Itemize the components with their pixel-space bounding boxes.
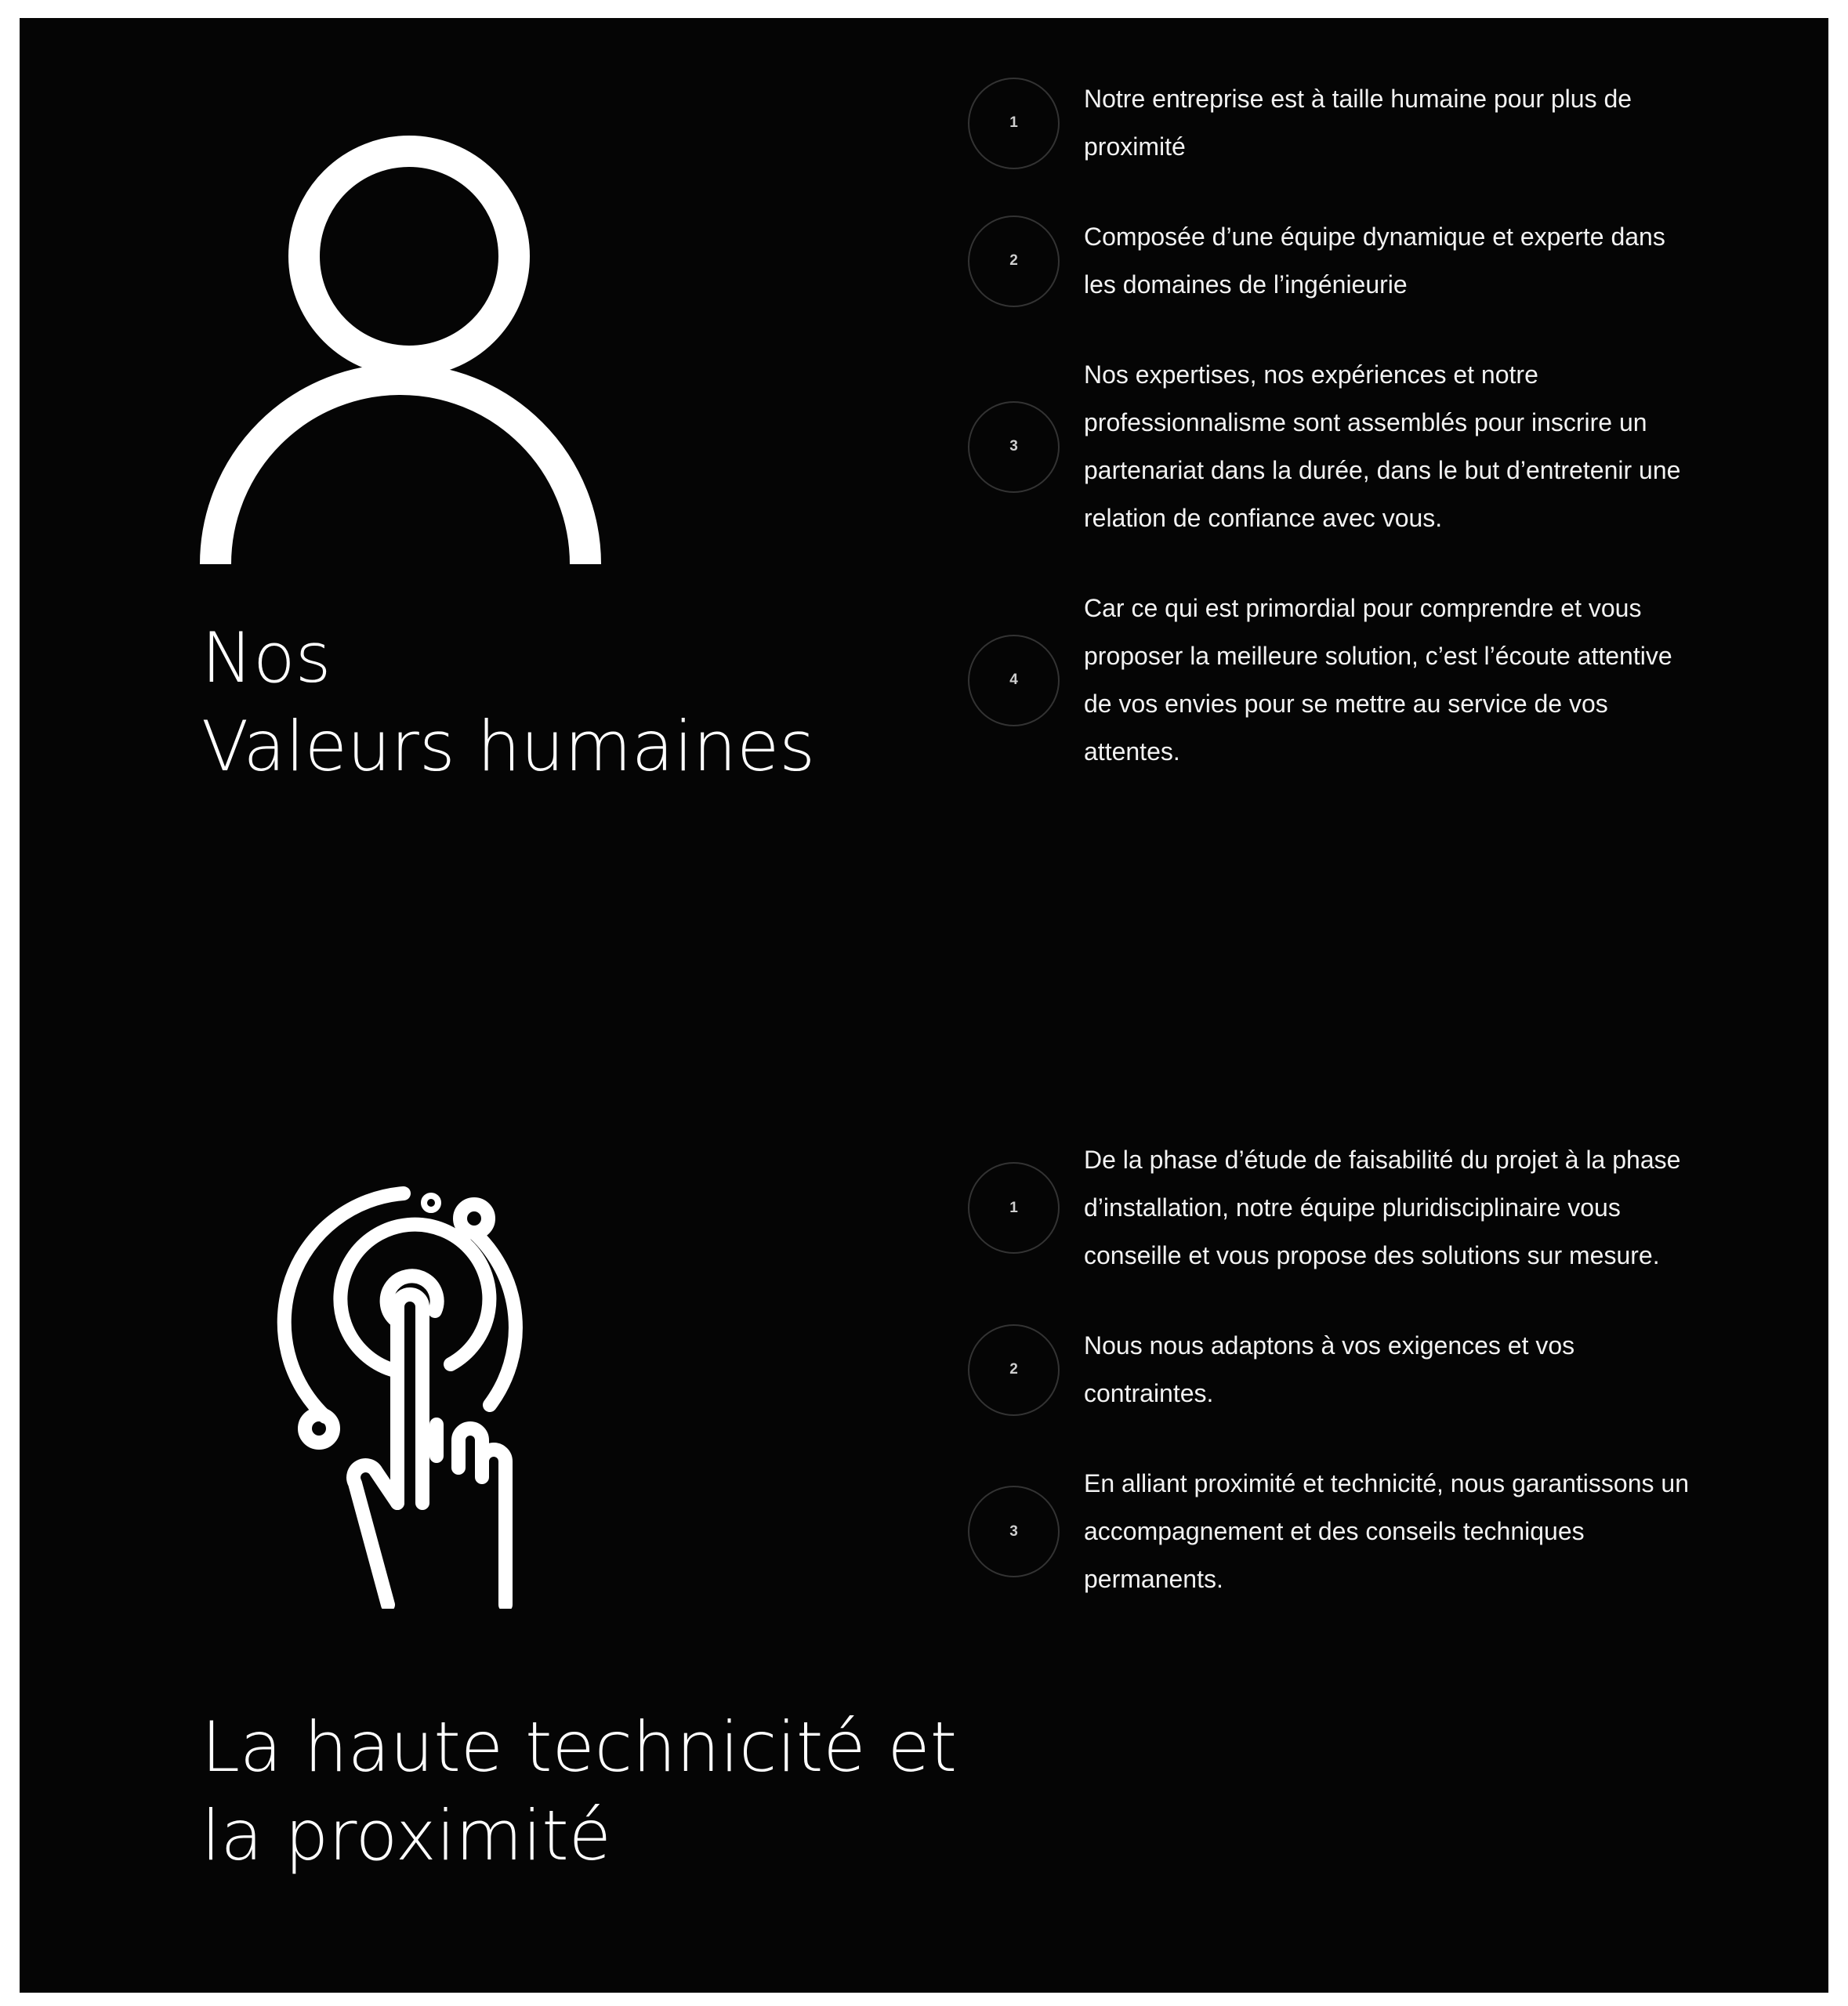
list-item <box>968 1322 1752 1418</box>
item-text: De la phase d’étude de faisabilité du projet à la phase d’installation, notre équipe pluridisciplinaire vous conseille et vous propose des solutions sur mesure. <box>1084 1146 1681 1269</box>
item-text: Nous nous adaptons à vos exigences et vos contraintes. <box>1084 1331 1575 1407</box>
heading-line-1: Nos <box>201 617 332 698</box>
number-badge: 3 <box>968 1486 1060 1577</box>
heading-line-2: la proximité <box>201 1795 611 1876</box>
person-icon <box>200 136 623 567</box>
list-item <box>968 213 1752 309</box>
number-badge: 3 <box>968 401 1060 493</box>
number-badge: 2 <box>968 1324 1060 1416</box>
item-text: En alliant proximité et technicité, nous garantissons un accompagnement et des conseils techniques permanents. <box>1084 1469 1689 1593</box>
item-text: Composée d’une équipe dynamique et experte dans les domaines de l’ingénieurie <box>1084 223 1665 299</box>
list-item <box>968 351 1752 542</box>
number-badge: 1 <box>968 1162 1060 1254</box>
technicity-list <box>968 1136 1752 1646</box>
heading-line-1: La haute technicité et <box>201 1707 958 1787</box>
touch-technology-icon <box>255 1186 600 1609</box>
list-item <box>968 585 1752 776</box>
item-text: Car ce qui est primordial pour comprendre et vous proposer la meilleure solution, c’est l’écoute attentive de vos envies pour se mettre au service de vos attentes. <box>1084 594 1672 766</box>
number-badge: 2 <box>968 215 1060 307</box>
number-badge: 1 <box>968 78 1060 169</box>
heading-line-2: Valeurs humaines <box>201 706 816 787</box>
section-human-values <box>20 18 1828 958</box>
section-technicity <box>20 1060 1828 1993</box>
item-text: Nos expertises, nos expériences et notre professionnalisme sont assemblés pour inscrire un partenariat dans la durée, dans le but d’entretenir une relation de confiance avec vous. <box>1084 360 1681 532</box>
list-item <box>968 75 1752 171</box>
list-item <box>968 1460 1752 1603</box>
item-text: Notre entreprise est à taille humaine pour plus de proximité <box>1084 85 1632 161</box>
section-heading <box>201 614 815 791</box>
section-heading <box>201 1703 957 1880</box>
values-panel <box>20 18 1828 1993</box>
values-list <box>968 75 1752 818</box>
number-badge: 4 <box>968 635 1060 726</box>
list-item <box>968 1136 1752 1280</box>
